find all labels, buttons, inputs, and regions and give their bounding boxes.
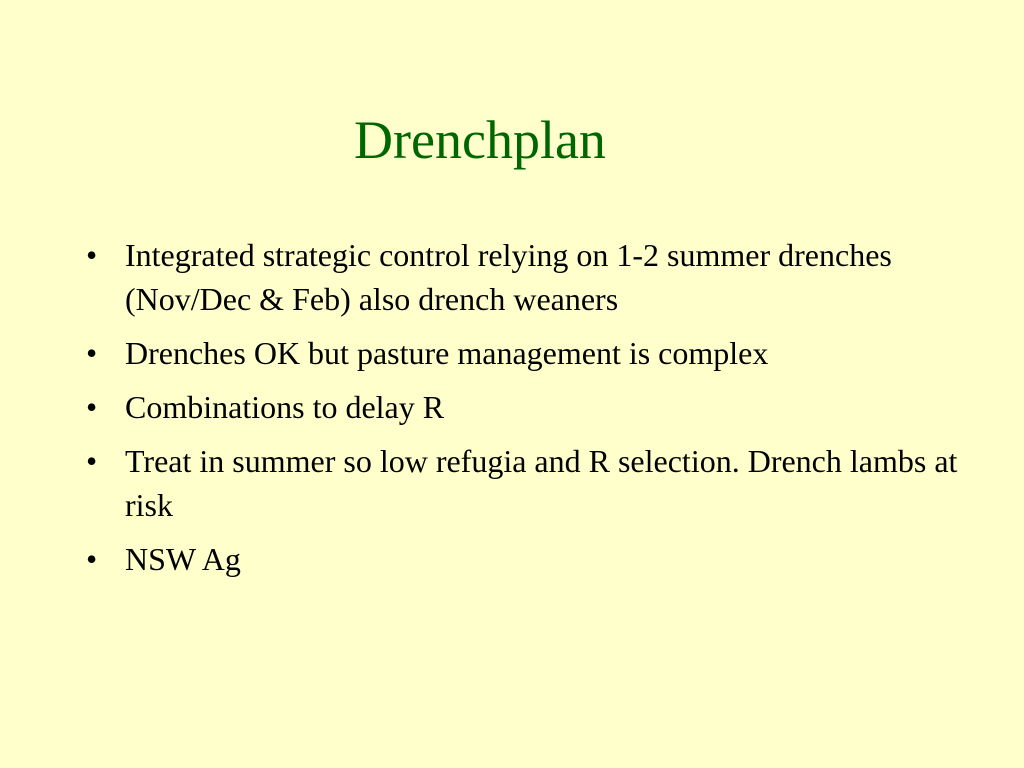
bullet-item (80, 385, 960, 429)
bullet-item (80, 233, 960, 321)
bullet-list (80, 233, 960, 591)
bullet-text: Combinations to delay R (125, 389, 445, 425)
bullet-icon: • (86, 237, 98, 273)
bullet-item (80, 537, 960, 581)
bullet-item (80, 331, 960, 375)
bullet-text: Treat in summer so low refugia and R selection. Drench lambs at risk (125, 443, 958, 523)
bullet-text: Integrated strategic control relying on 1-2 summer drenches (Nov/Dec & Feb) also drench weaners (125, 237, 892, 317)
bullet-icon: • (86, 541, 98, 577)
bullet-icon: • (86, 389, 98, 425)
bullet-item (80, 439, 960, 527)
bullet-icon: • (86, 335, 98, 371)
bullet-text: NSW Ag (125, 541, 241, 577)
bullet-icon: • (86, 443, 98, 479)
bullet-text: Drenches OK but pasture management is complex (125, 335, 769, 371)
slide-title: Drenchplan (354, 110, 606, 170)
